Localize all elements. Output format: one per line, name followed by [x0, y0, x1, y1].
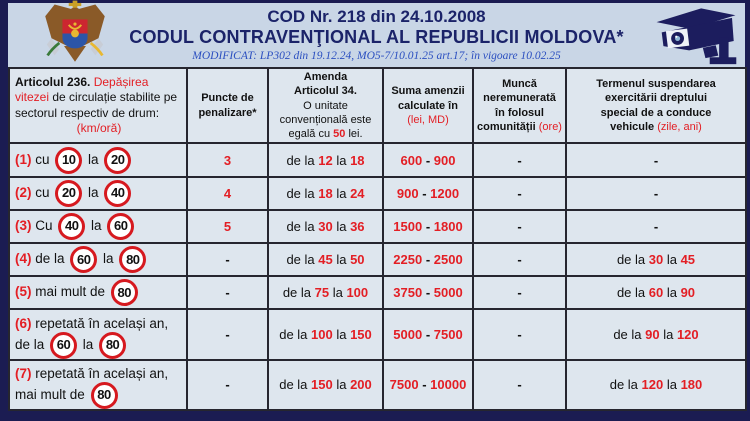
cell-license-suspension: -	[566, 143, 746, 176]
cell-community-work: -	[473, 276, 566, 309]
cell-fine-units: de la 18 la 24	[268, 177, 383, 210]
cell-community-work: -	[473, 143, 566, 176]
surveillance-camera-icon	[652, 5, 740, 70]
speed-limit-sign: 40	[58, 213, 85, 240]
page-title-line2: CODUL CONTRAVENŢIONAL AL REPUBLICII MOLDOVA*	[129, 27, 624, 48]
cell-license-suspension: -	[566, 210, 746, 243]
cell-article: (7) repetată în același an, mai mult de 80	[9, 360, 187, 410]
penalties-table	[8, 67, 747, 411]
speed-limit-sign: 80	[91, 382, 118, 409]
speed-limit-sign: 10	[55, 147, 82, 174]
page-frame	[8, 3, 745, 411]
cell-fine-amount: 5000 - 7500	[383, 309, 473, 359]
speed-limit-sign: 40	[104, 180, 131, 207]
speed-limit-sign: 60	[70, 246, 97, 273]
column-header-fine-amount: Suma amenzii calculate în (lei, MD)	[383, 68, 473, 143]
column-header-points: Puncte de penalizare*	[187, 68, 268, 143]
table-row	[9, 243, 746, 276]
cell-fine-units: de la 45 la 50	[268, 243, 383, 276]
cell-article: (5) mai mult de 80	[9, 276, 187, 309]
cell-fine-amount: 1500 - 1800	[383, 210, 473, 243]
page-title-line1: COD Nr. 218 din 24.10.2008	[267, 7, 486, 26]
cell-license-suspension: de la 30 la 45	[566, 243, 746, 276]
cell-article: (6) repetată în același an, de la 60 la 80	[9, 309, 187, 359]
cell-points: 3	[187, 143, 268, 176]
cell-fine-amount: 2250 - 2500	[383, 243, 473, 276]
cell-points: 5	[187, 210, 268, 243]
column-header-fine-units: Amenda Articolul 34. O unitate convențională este egală cu 50 lei.	[268, 68, 383, 143]
cell-fine-units: de la 12 la 18	[268, 143, 383, 176]
cell-article: (1) cu 10 la 20	[9, 143, 187, 176]
table-row	[9, 309, 746, 359]
cell-fine-amount: 900 - 1200	[383, 177, 473, 210]
column-header-community-work: Muncă neremunerată în folosul comunității (ore)	[473, 68, 566, 143]
table-row	[9, 360, 746, 410]
cell-fine-units: de la 100 la 150	[268, 309, 383, 359]
cell-points: -	[187, 360, 268, 410]
header-row	[9, 68, 746, 143]
cell-fine-units: de la 150 la 200	[268, 360, 383, 410]
table-row	[9, 210, 746, 243]
cell-license-suspension: de la 60 la 90	[566, 276, 746, 309]
cell-article: (3) Cu 40 la 60	[9, 210, 187, 243]
speed-limit-sign: 60	[50, 332, 77, 359]
cell-points: -	[187, 243, 268, 276]
speed-limit-sign: 20	[104, 147, 131, 174]
cell-community-work: -	[473, 360, 566, 410]
cell-community-work: -	[473, 210, 566, 243]
cell-license-suspension: -	[566, 177, 746, 210]
cell-license-suspension: de la 90 la 120	[566, 309, 746, 359]
speed-limit-sign: 20	[55, 180, 82, 207]
column-header-article: Articolul 236. Depășirea vitezei de circulație stabilite pe sectorul respectiv de drum: (km/oră)	[9, 68, 187, 143]
cell-article: (2) cu 20 la 40	[9, 177, 187, 210]
column-header-license-suspension: Termenul suspendarea exercitării dreptului special de a conduce vehicule (zile, ani)	[566, 68, 746, 143]
header-band	[8, 3, 745, 67]
cell-fine-units: de la 30 la 36	[268, 210, 383, 243]
cell-fine-amount: 7500 - 10000	[383, 360, 473, 410]
cell-community-work: -	[473, 243, 566, 276]
cell-community-work: -	[473, 177, 566, 210]
cell-license-suspension: de la 120 la 180	[566, 360, 746, 410]
cell-fine-units: de la 75 la 100	[268, 276, 383, 309]
cell-points: -	[187, 309, 268, 359]
speed-limit-sign: 60	[107, 213, 134, 240]
table-row	[9, 177, 746, 210]
page-title	[8, 6, 745, 62]
cell-article: (4) de la 60 la 80	[9, 243, 187, 276]
table-row	[9, 143, 746, 176]
speed-limit-sign: 80	[111, 279, 138, 306]
cell-fine-amount: 600 - 900	[383, 143, 473, 176]
cell-points: 4	[187, 177, 268, 210]
modification-note: MODIFICAT: LP302 din 19.12.24, MO5-7/10.01.25 art.17; în vigoare 10.02.25	[192, 49, 561, 62]
cell-points: -	[187, 276, 268, 309]
speed-limit-sign: 80	[99, 332, 126, 359]
cell-fine-amount: 3750 - 5000	[383, 276, 473, 309]
cell-community-work: -	[473, 309, 566, 359]
speed-limit-sign: 80	[119, 246, 146, 273]
table-row	[9, 276, 746, 309]
